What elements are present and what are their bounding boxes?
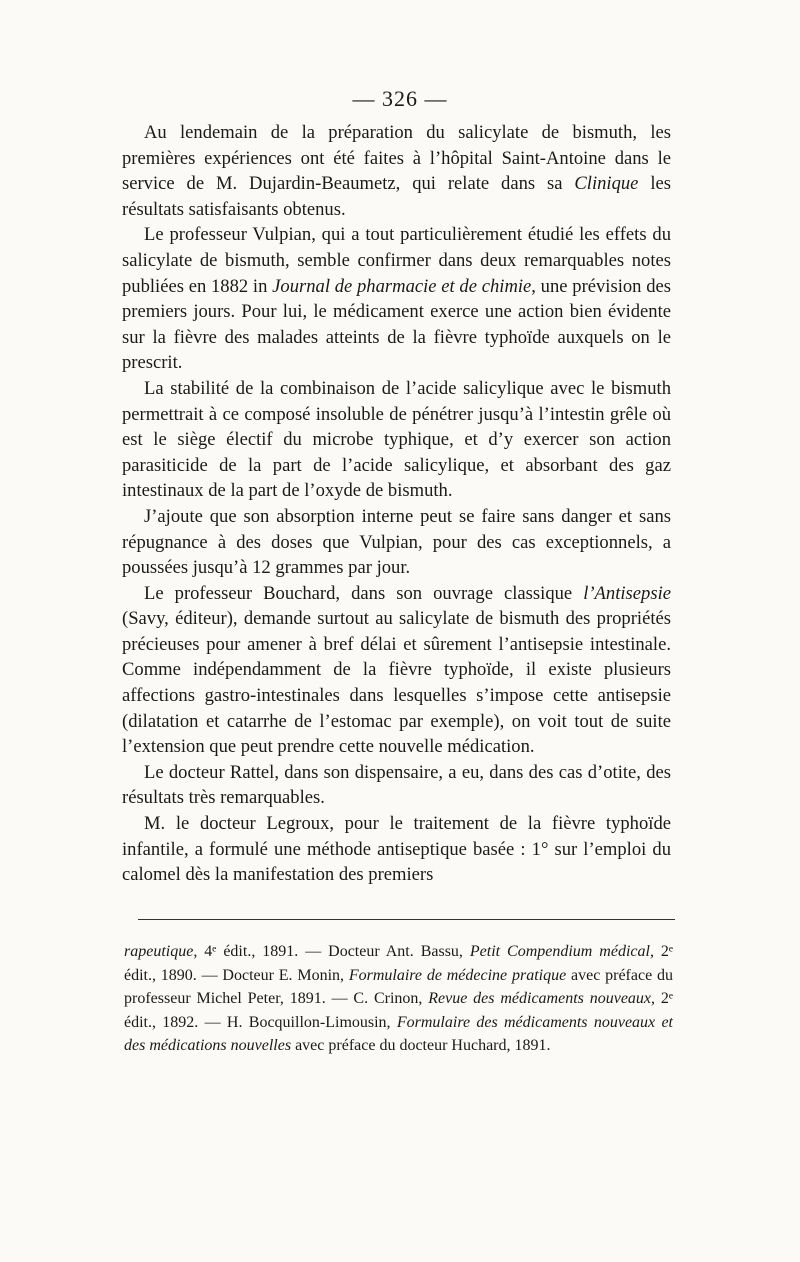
footnote-italic-2: Petit Compendium médical xyxy=(469,943,650,960)
footnote-text-5: avec préface du docteur Huchard, 1891. xyxy=(291,1037,551,1054)
footnote-text-3: avec préface du professeur Michel Peter, 1891. — C. Crinon, xyxy=(124,966,673,1007)
paragraph-5 xyxy=(122,581,671,760)
paragraph-1 xyxy=(122,120,671,222)
paragraph-2 xyxy=(122,222,671,376)
footnote-italic-1: rapeutique xyxy=(124,943,194,960)
footnote-text xyxy=(124,940,673,1058)
footnote-text-4: , 2ᵉ édit., 1892. — H. Bocquillon-Limousin, xyxy=(124,990,673,1031)
paragraph-6: Le docteur Rattel, dans son dispensaire, a eu, dans des cas d’otite, des résultats très remarquables. xyxy=(122,761,671,809)
footnote-italic-4: Revue des médicaments nouveaux xyxy=(428,990,652,1007)
paragraph-7: M. le docteur Legroux, pour le traitement de la fièvre typhoïde infantile, a formulé une méthode antiseptique basée : 1° sur l’emploi du calomel dès la manifestation des premiers xyxy=(122,813,671,886)
paragraph-2-italic: Journal de pharmacie et de chimie xyxy=(272,275,532,297)
footnote-text-2: , 2ᵉ édit., 1890. — Docteur E. Monin, xyxy=(124,943,674,984)
footnote-italic-5: Formulaire des médicaments nouveaux et des médications nouvelles xyxy=(124,1013,674,1054)
paragraph-1-italic: Clinique xyxy=(574,173,639,195)
paragraph-5-text-a: Le professeur Bouchard, dans son ouvrage classique xyxy=(144,582,584,604)
footnote-italic-3: Formulaire de médecine pratique xyxy=(348,966,567,984)
paragraph-4: J’ajoute que son absorption interne peut se faire sans danger et sans répugnance à des doses que Vulpian, pour des cas exceptionnels, a poussées jusqu’à 12 grammes par jour. xyxy=(122,505,671,579)
paragraph-1-text-b: les résultats satisfaisants obtenus. xyxy=(122,173,671,220)
paragraph-5-text-b: (Savy, éditeur), demande surtout au salicylate de bismuth des propriétés précieuses pour amener à bref délai et sûrement l’antisepsie intestinale. Comme indépendamment de la fièvre typhoïde, il existe plusieurs affections gastro-intestinales dans lesquelles s’impose cette antisepsie (dilatation et catarrhe de l’estomac par exemple), on voit tout de suite l’extension que peut prendre cette nouvelle médication. xyxy=(122,608,671,758)
paragraph-5-italic: l’Antisepsie xyxy=(583,582,671,604)
paragraph-1-text-a: Au lendemain de la préparation du salicylate de bismuth, les premières expériences ont été faites à l’hôpital Saint-Antoine dans le service de M. Dujardin-Beaumetz, qui relate dans sa xyxy=(122,122,671,195)
paragraph-2-text-a: Le professeur Vulpian, qui a tout particulièrement étudié les effets du salicylate de bismuth, semble confirmer dans deux remarquables notes publiées en 1882 in xyxy=(122,224,671,297)
footnote-divider xyxy=(138,919,675,920)
page-number: — 326 — xyxy=(352,86,448,111)
paragraph-3: La stabilité de la combinaison de l’acide salicylique avec le bismuth permettrait à ce composé insoluble de pénétrer jusqu’à l’intestin grêle où est le siège électif du microbe typhique, et d’y exercer son action parasiticide de la part de l’acide salicylique, et absorbant des gaz intestinaux de la part de l’oxyde de bismuth. xyxy=(122,377,671,502)
paragraph-2-text-b: , une prévision des premiers jours. Pour lui, le médicament exerce une action bien évidente sur la fièvre des malades atteints de la fièvre typhoïde auxquels on le prescrit. xyxy=(122,275,672,374)
main-text xyxy=(122,120,671,888)
footnote-text-1: , 4ᵉ édit., 1891. — Docteur Ant. Bassu, xyxy=(193,943,470,960)
footnote xyxy=(124,940,673,1058)
